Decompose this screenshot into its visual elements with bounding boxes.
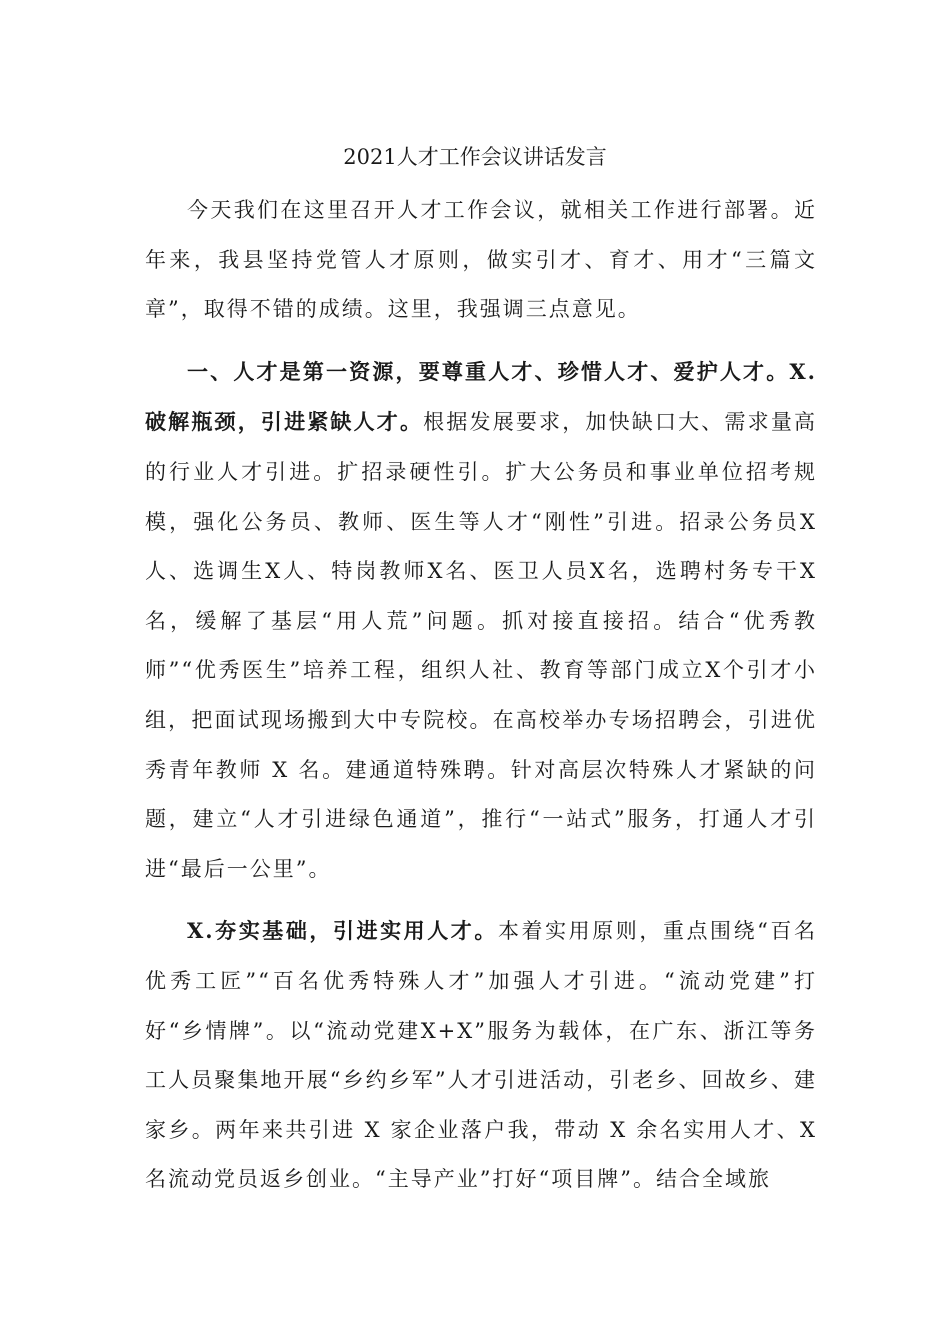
section-2-subheading: X.夯实基础，引进实用人才。 xyxy=(187,918,498,944)
intro-paragraph: 今天我们在这里召开人才工作会议，就相关工作进行部署。近年来，我县坚持党管人才原则，做实引才、育才、用才“三篇文章”，取得不错的成绩。这里，我强调三点意见。 xyxy=(145,198,817,322)
section-1-paragraph xyxy=(145,347,817,895)
section-2-text: 本着实用原则，重点围绕“百名优秀工匠”“百名优秀特殊人才”加强人才引进。“流动党建”打好“乡情牌”。以“流动党建X+X”服务为载体，在广东、浙江等务工人员聚集地开展“乡约乡军”人才引进活动，引老乡、回故乡、建家乡。两年来共引进 X 家企业落户我，带动 X 余名实用人才、X名流动党员返乡创业。“主导产业”打好“项目牌”。结合全域旅 xyxy=(145,919,817,1192)
document-body xyxy=(145,186,817,1205)
section-1-subheading: X.破解瓶颈，引进紧缺人才。 xyxy=(145,358,817,435)
document-title: 2021人才工作会议讲话发言 xyxy=(343,145,607,169)
section-1-text: 根据发展要求，加快缺口大、需求量高的行业人才引进。扩招录硬性引。扩大公务员和事业单位招考规模，强化公务员、教师、医生等人才“刚性”引进。招录公务员X人、选调生X人、特岗教师X名、医卫人员X名，选聘村务专干X名，缓解了基层“用人荒”问题。抓对接直接招。结合“优秀教师”“优秀医生”培养工程，组织人社、教育等部门成立X个引才小组，把面试现场搬到大中专院校。在高校举办专场招聘会，引进优秀青年教师 X 名。建通道特殊聘。针对高层次特殊人才紧缺的问题，建立“人才引进绿色通道”，推行“一站式”服务，打通人才引进“最后一公里”。 xyxy=(145,410,818,881)
section-2-paragraph xyxy=(145,906,817,1205)
section-1-heading: 一、人才是第一资源，要尊重人才、珍惜人才、爱护人才。 xyxy=(187,358,790,384)
